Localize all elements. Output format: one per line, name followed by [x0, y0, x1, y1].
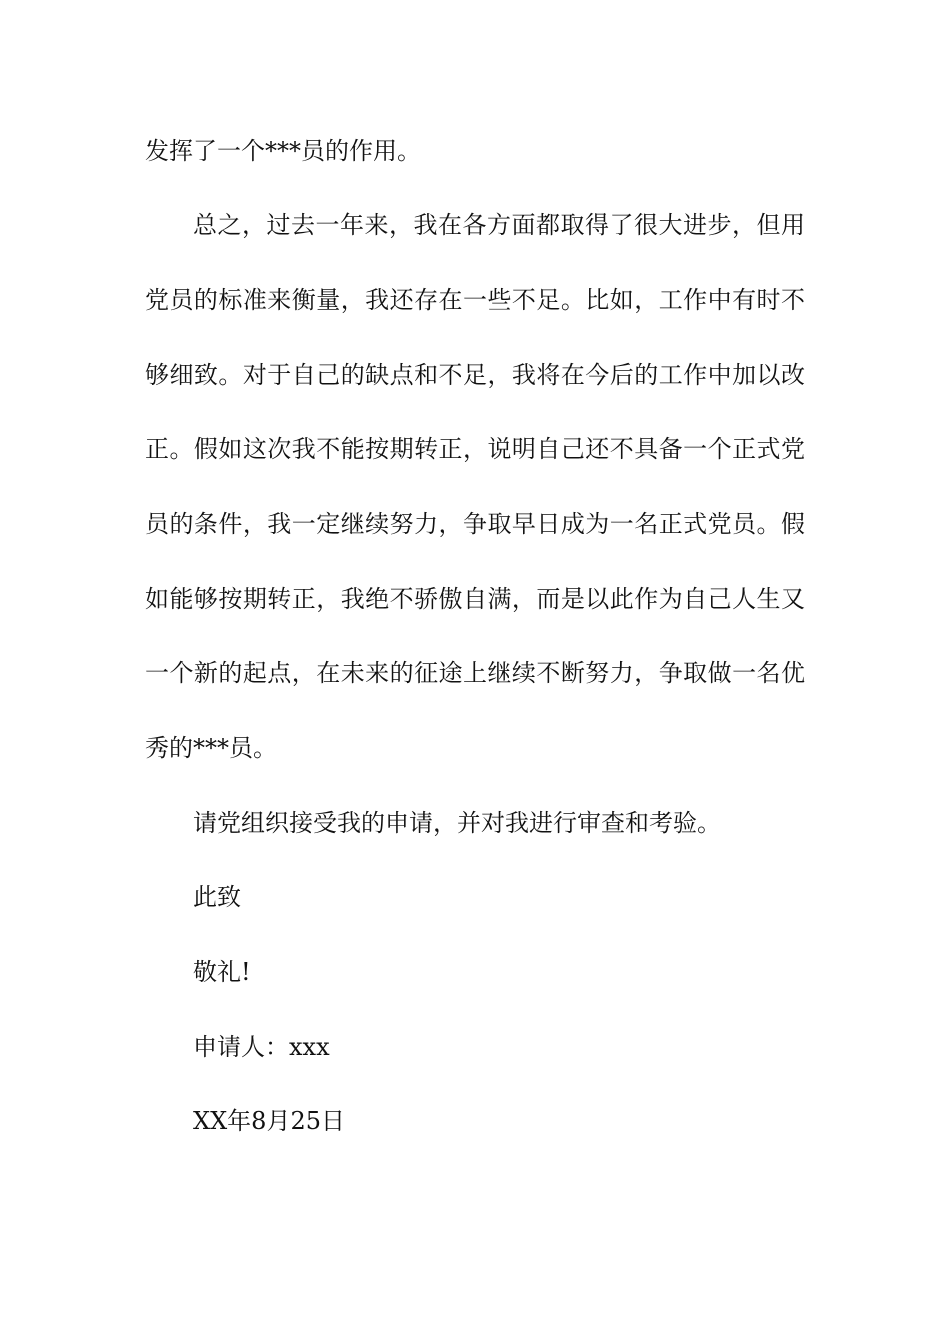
- paragraph-line: 正。假如这次我不能按期转正，说明自己还不具备一个正式党: [145, 435, 805, 463]
- date-line: XX年8月25日: [193, 1107, 345, 1135]
- paragraph-line: 党员的标准来衡量，我还存在一些不足。比如，工作中有时不: [145, 286, 805, 314]
- closing-line: 此致: [193, 883, 241, 911]
- paragraph-line: 秀的***员。: [145, 734, 277, 762]
- paragraph-line: 总之，过去一年来，我在各方面都取得了很大进步，但用: [193, 211, 805, 239]
- request-line: 请党组织接受我的申请，并对我进行审查和考验。: [193, 809, 721, 837]
- paragraph-line: 一个新的起点，在未来的征途上继续不断努力，争取做一名优: [145, 659, 805, 687]
- paragraph-line: 如能够按期转正，我绝不骄傲自满，而是以此作为自己人生又: [145, 585, 805, 613]
- paragraph-line: 员的条件，我一定继续努力，争取早日成为一名正式党员。假: [145, 510, 805, 538]
- paragraph-line: 发挥了一个***员的作用。: [145, 137, 421, 165]
- salute-line: 敬礼!: [193, 958, 251, 986]
- paragraph-line: 够细致。对于自己的缺点和不足，我将在今后的工作中加以改: [145, 361, 805, 389]
- applicant-line: 申请人：xxx: [193, 1033, 330, 1061]
